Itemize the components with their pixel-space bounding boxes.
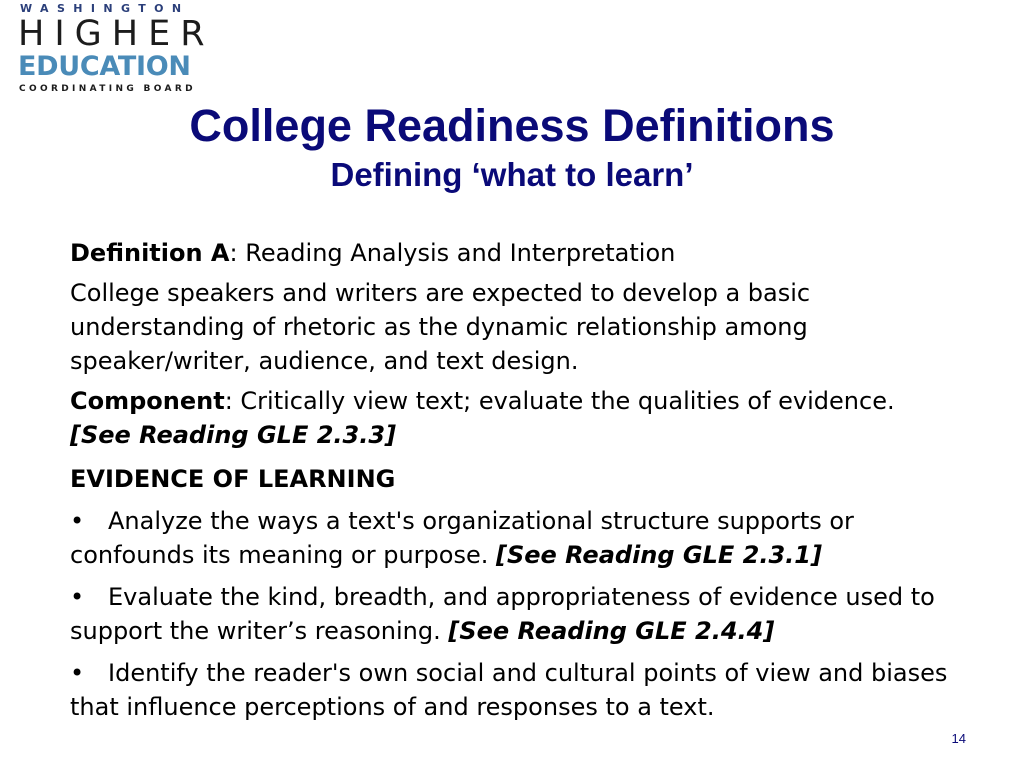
evidence-bullet xyxy=(70,580,985,648)
component-text: : Critically view text; evaluate the qualities of evidence. xyxy=(224,387,895,415)
bullet-marker: • xyxy=(70,659,85,687)
slide-title: College Readiness Definitions xyxy=(189,100,835,151)
organization-logo xyxy=(18,0,233,96)
logo-line-education: EDUCATION xyxy=(18,51,191,82)
page-number: 14 xyxy=(951,731,966,746)
evidence-bullet xyxy=(70,504,985,572)
bullet-reference: [See Reading GLE 2.3.1] xyxy=(495,541,822,569)
bullet-marker: • xyxy=(70,583,85,611)
evidence-heading: EVIDENCE OF LEARNING xyxy=(70,465,396,493)
definition-text: : Reading Analysis and Interpretation xyxy=(229,239,676,267)
logo-line-washington: WASHINGTON xyxy=(20,2,190,15)
bullet-text: Identify the reader's own social and cultural points of view and biases that influence perceptions of and responses to a text. xyxy=(70,659,948,721)
slide-subtitle: Defining ‘what to learn’ xyxy=(330,156,694,193)
component-label: Component xyxy=(70,387,225,415)
evidence-bullet xyxy=(70,656,985,724)
bullet-reference: [See Reading GLE 2.4.4] xyxy=(448,617,775,645)
bullet-text: Evaluate the kind, breadth, and appropriateness of evidence used to support the writer’s reasoning. xyxy=(70,583,935,645)
component-reference: [See Reading GLE 2.3.3] xyxy=(70,421,396,449)
bullet-marker: • xyxy=(70,507,85,535)
logo-line-higher: HIGHER xyxy=(18,14,215,54)
logo-line-coordinating-board: COORDINATING BOARD xyxy=(19,84,196,94)
definition-label: Definition A xyxy=(70,239,230,267)
definition-line xyxy=(70,236,985,270)
description-paragraph: College speakers and writers are expected to develop a basic understanding of rhetoric as the dynamic relationship among speaker/writer, audience, and text design. xyxy=(70,279,811,375)
component-line xyxy=(70,384,985,452)
bullet-text: Analyze the ways a text's organizational structure supports or confounds its meaning or purpose. xyxy=(70,507,854,569)
slide-body xyxy=(70,236,985,724)
